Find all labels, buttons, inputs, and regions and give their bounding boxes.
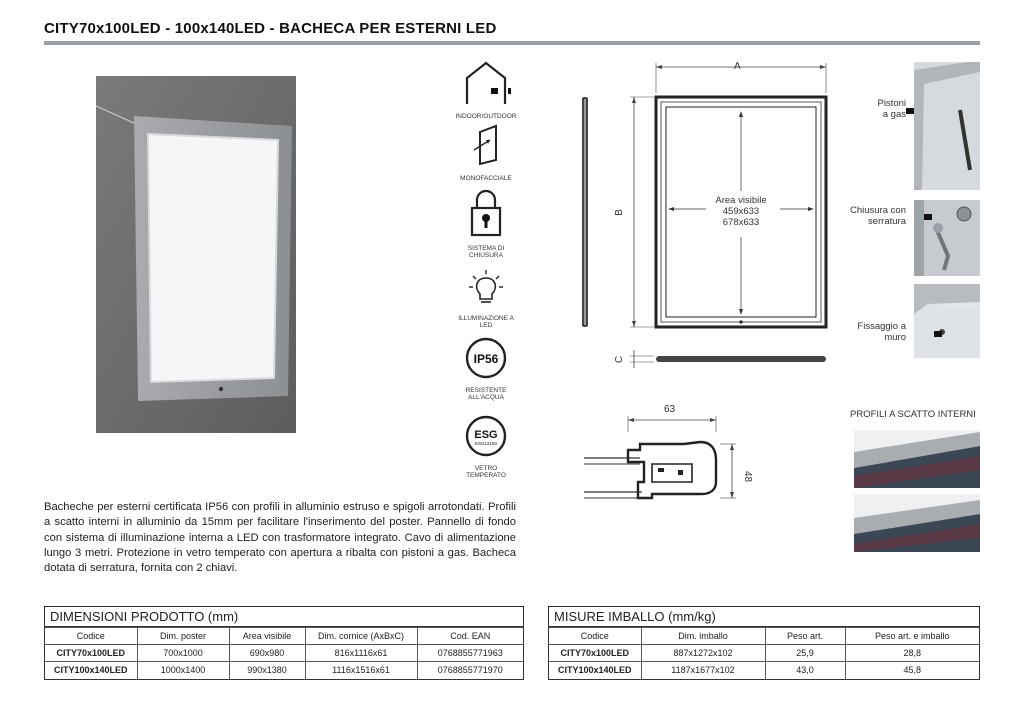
title-divider <box>44 41 980 45</box>
feature-single-side: MONOFACCIALE <box>450 120 522 182</box>
product-table-title: DIMENSIONI PRODOTTO (mm) <box>45 607 523 627</box>
packaging-table-title: MISURE IMBALLO (mm/kg) <box>549 607 979 627</box>
table-cell: 0768855771963 <box>417 645 523 662</box>
table-cell: 28,8 <box>845 645 979 662</box>
table-header: Peso art. e imballo <box>845 628 979 645</box>
table-cell: CITY100x140LED <box>45 662 137 679</box>
esg-badge-subtext: ESG12150 <box>474 441 498 446</box>
table-cell: 0768855771970 <box>417 662 523 679</box>
table-cell: 887x1272x102 <box>641 645 765 662</box>
profile-height-label: 48 <box>742 470 754 483</box>
wall-mount-marker <box>934 331 942 337</box>
feature-lock: SISTEMA DI CHIUSURA <box>450 186 522 259</box>
dim-b-label: B <box>613 209 625 216</box>
table-row <box>45 662 523 679</box>
packaging-table <box>548 606 980 680</box>
feature-led: ILLUMINAZIONE A LED <box>450 268 522 329</box>
product-photo <box>96 76 296 433</box>
table-header: Cod. EAN <box>417 628 523 645</box>
table-cell: 700x1000 <box>137 645 229 662</box>
page-title: CITY70x100LED - 100x140LED - BACHECA PER ESTERNI LED <box>44 20 497 37</box>
profile-section-drawing <box>582 398 772 508</box>
single-side-icon <box>466 155 506 172</box>
product-dimensions-table <box>44 606 524 680</box>
dim-c-label: C <box>614 355 626 364</box>
lock-label: Chiusura con serratura <box>850 205 906 227</box>
feature-ip56: IP56 RESISTENTE ALL'ACQUA <box>450 336 522 401</box>
table-header: Dim. poster <box>137 628 229 645</box>
lock-icon <box>466 225 506 242</box>
technical-drawing <box>570 55 840 375</box>
gas-pistons-label: Pistoni a gas <box>877 98 906 120</box>
table-row <box>549 645 979 662</box>
wall-mount-label: Fissaggio a muro <box>857 321 906 343</box>
table-cell: 45,8 <box>845 662 979 679</box>
table-header: Codice <box>45 628 137 645</box>
feature-indoor-outdoor: INDOOR/OUTDOOR <box>450 58 522 120</box>
house-icon <box>461 93 511 110</box>
bulb-icon <box>466 295 506 312</box>
profile-photo-1 <box>854 430 980 488</box>
table-cell: 816x1116x61 <box>305 645 417 662</box>
table-cell: 1187x1677x102 <box>641 662 765 679</box>
table-cell: 1116x1516x61 <box>305 662 417 679</box>
feature-icons <box>450 58 522 478</box>
profile-photo-2 <box>854 494 980 552</box>
table-header: Codice <box>549 628 641 645</box>
table-cell: 990x1380 <box>229 662 305 679</box>
dim-a-label: A <box>734 61 741 72</box>
wall-mount-photo <box>914 284 980 358</box>
table-cell: CITY70x100LED <box>549 645 641 662</box>
table-cell: CITY70x100LED <box>45 645 137 662</box>
table-row <box>549 662 979 679</box>
table-cell: 43,0 <box>765 662 845 679</box>
table-cell: 690x980 <box>229 645 305 662</box>
gas-pistons-marker <box>906 108 914 114</box>
table-cell: CITY100x140LED <box>549 662 641 679</box>
ip56-badge-text: IP56 <box>473 352 499 366</box>
profile-width-label: 63 <box>664 404 676 415</box>
lock-photo <box>914 200 980 276</box>
table-header: Peso art. <box>765 628 845 645</box>
table-cell: 25,9 <box>765 645 845 662</box>
table-cell: 1000x1400 <box>137 662 229 679</box>
table-header: Area visibile <box>229 628 305 645</box>
lock-marker <box>924 214 932 220</box>
table-header: Dim. cornice (AxBxC) <box>305 628 417 645</box>
table-header: Dim. imballo <box>641 628 765 645</box>
esg-badge-text: ESG <box>474 429 498 441</box>
product-description: Bacheche per esterni certificata IP56 con profili in alluminio estruso e spigoli arrotondati. Profili a scatto interni in alluminio da 15mm per facilitare l'inserimento del poster. Pannello di fondo con sistema di illuminazione interna a LED con trasformatore integrato. Cavo di alimentazione lungo 3 metri. Protezione in vetro temperato con apertura a ribalta con pistoni a gas. Bacheca dotata di serratura, fornita con 2 chiavi. <box>44 501 516 575</box>
profiles-title: PROFILI A SCATTO INTERNI <box>850 409 976 420</box>
visible-area-label: Area visibile 459x633 678x633 <box>715 195 767 228</box>
gas-pistons-photo <box>914 62 980 190</box>
table-row <box>45 645 523 662</box>
feature-esg: ESG ESG12150 VETRO TEMPERATO <box>450 414 522 479</box>
